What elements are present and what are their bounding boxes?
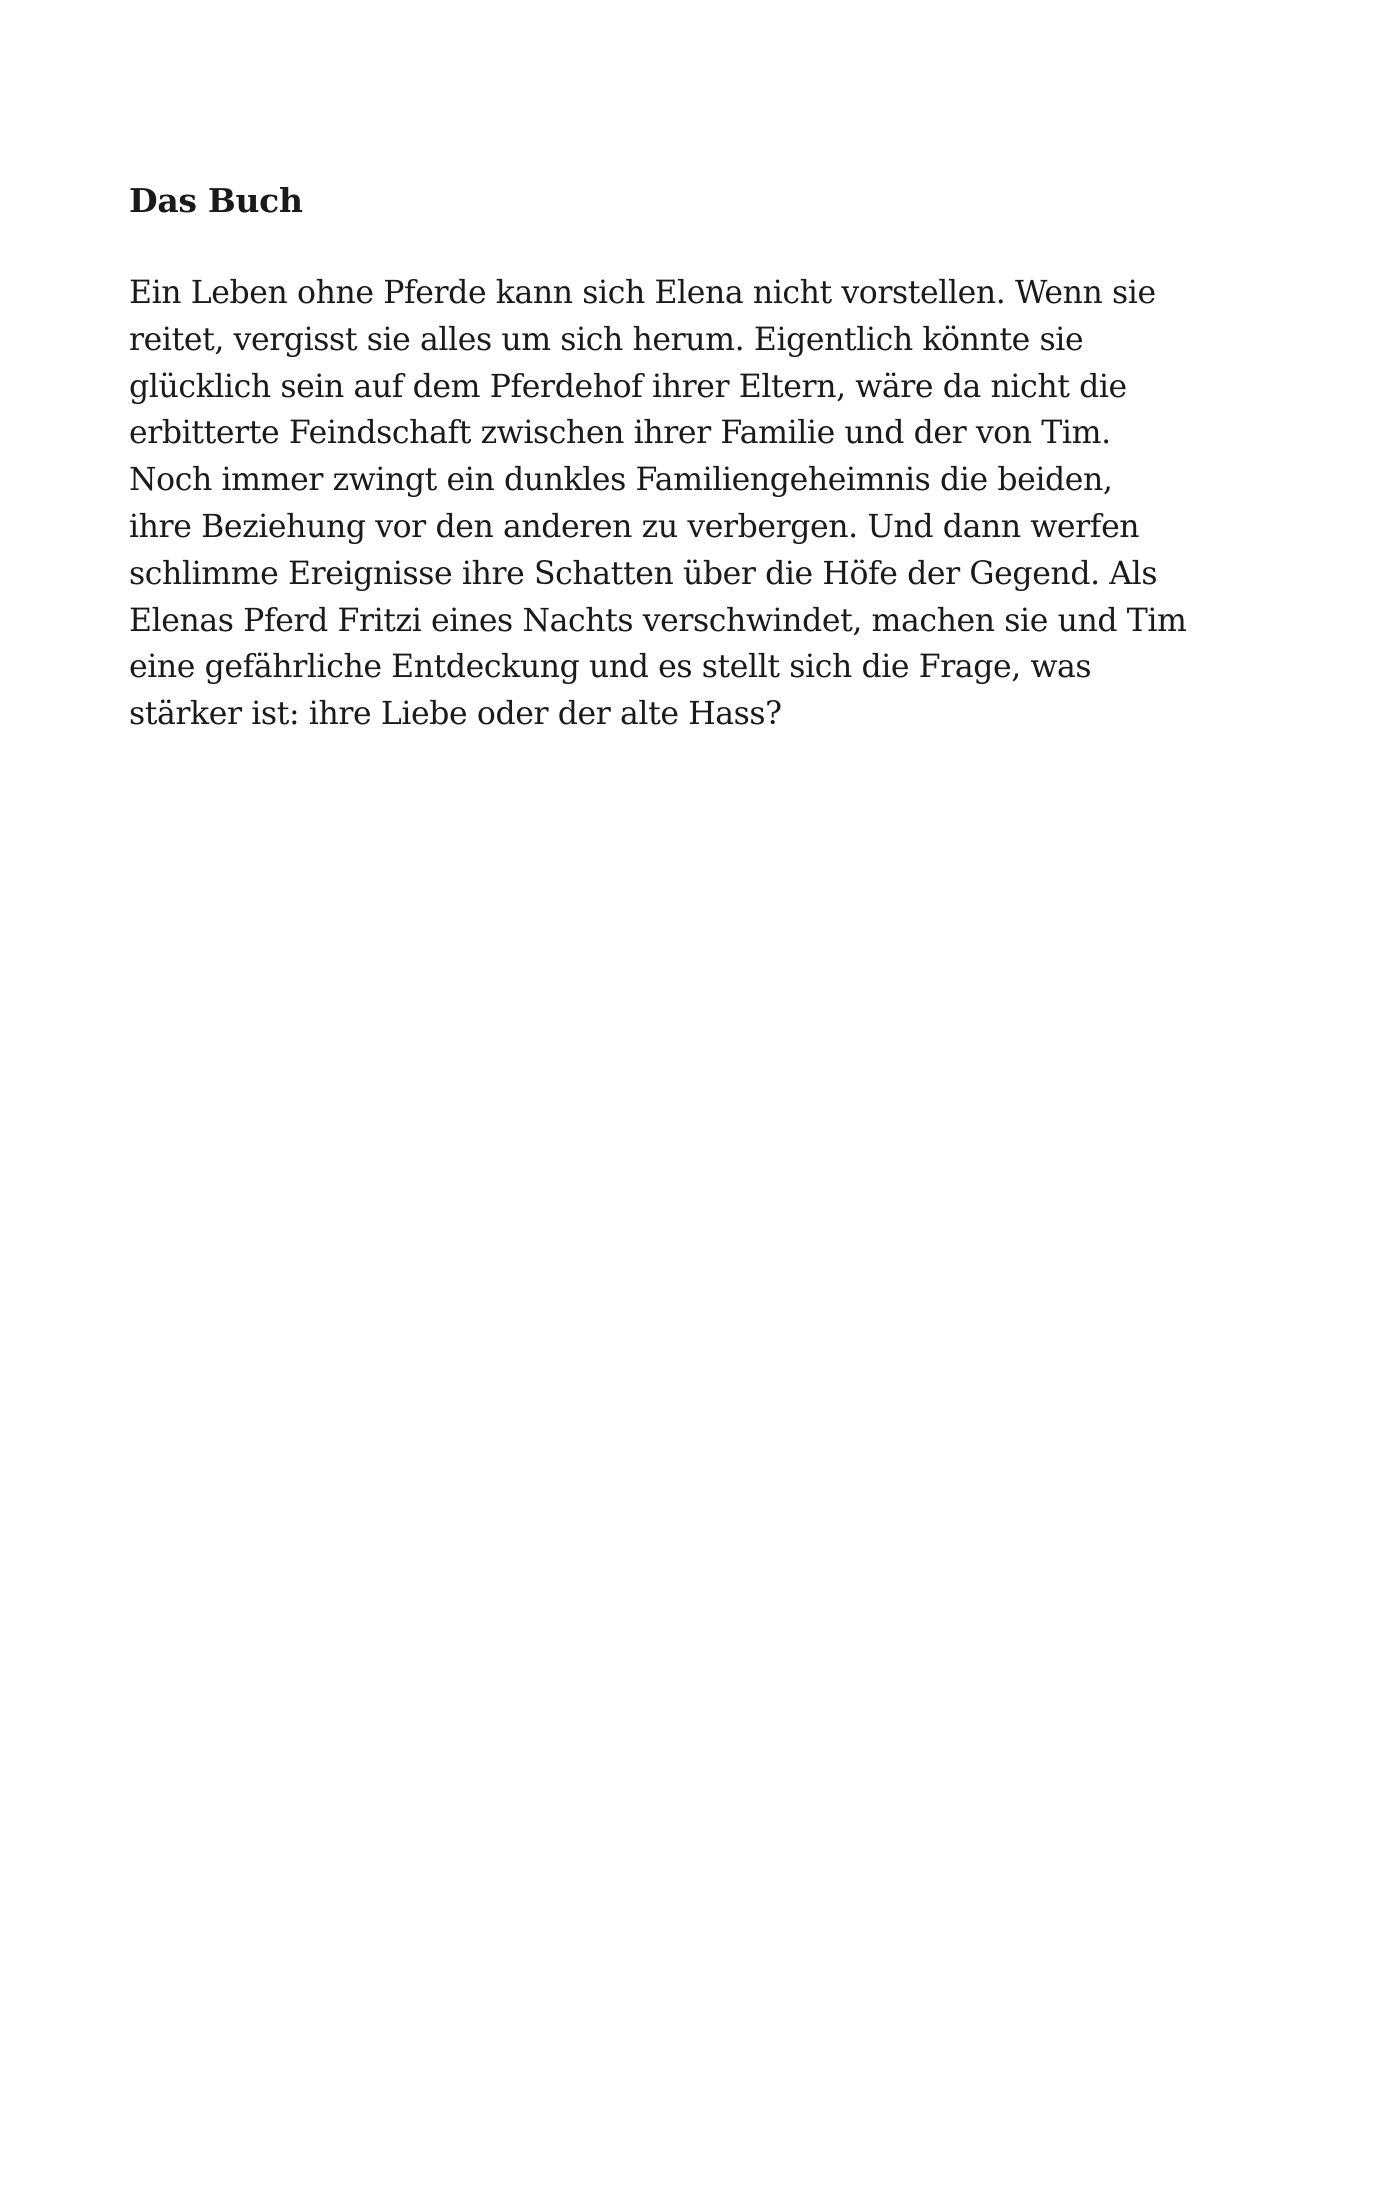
blurb-line: Noch immer zwingt ein dunkles Familiengeheimnis die beiden, (129, 462, 1113, 499)
book-blurb (129, 270, 1259, 738)
blurb-line: eine gefährliche Entdeckung und es stellt sich die Frage, was (129, 649, 1092, 686)
book-description-section (129, 178, 1259, 738)
blurb-line: schlimme Ereignisse ihre Schatten über die Höfe der Gegend. Als (129, 555, 1158, 592)
blurb-line: Ein Leben ohne Pferde kann sich Elena nicht vorstellen. Wenn sie (129, 275, 1156, 311)
blurb-line: reitet, vergisst sie alles um sich herum. Eigentlich könnte sie (129, 321, 1084, 358)
section-heading: Das Buch (129, 181, 303, 220)
blurb-line: erbitterte Feindschaft zwischen ihrer Familie und der von Tim. (129, 415, 1111, 452)
blurb-line: stärker ist: ihre Liebe oder der alte Hass? (129, 696, 782, 733)
blurb-line: ihre Beziehung vor den anderen zu verbergen. Und dann werfen (129, 508, 1140, 545)
blurb-line: Elenas Pferd Fritzi eines Nachts verschwindet, machen sie und Tim (129, 602, 1187, 639)
blurb-line: glücklich sein auf dem Pferdehof ihrer Eltern, wäre da nicht die (129, 368, 1127, 405)
